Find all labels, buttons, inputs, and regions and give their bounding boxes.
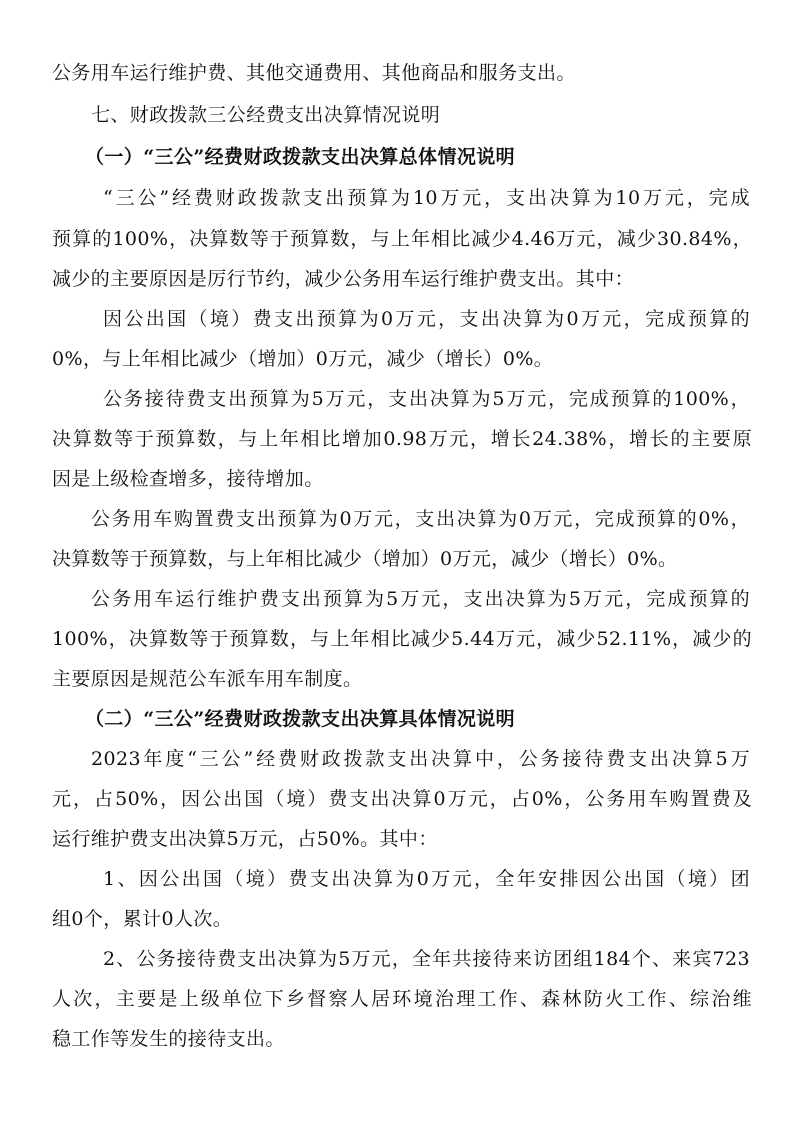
paragraph-line: “三公”经费财政拨款支出预算为10万元，支出决算为10万元，完成 — [103, 187, 750, 209]
paragraph-line: 2023年度“三公”经费财政拨款支出决算中，公务接待费支出决算5万 — [91, 748, 750, 770]
paragraph-line: 稳工作等发生的接待支出。 — [52, 1028, 285, 1050]
paragraph-line: 因公出国（境）费支出预算为0万元，支出决算为0万元，完成预算的 — [103, 308, 750, 330]
paragraph-line: 公务用车购置费支出预算为0万元，支出决算为0万元，完成预算的0%， — [91, 508, 750, 530]
paragraph-line: 减少的主要原因是厉行节约，减少公务用车运行维护费支出。其中： — [52, 268, 635, 290]
paragraph-line: 1、因公出国（境）费支出决算为0万元，全年安排因公出国（境）团 — [103, 868, 750, 890]
section-heading: 七、财政拨款三公经费支出决算情况说明 — [91, 104, 441, 126]
paragraph-line: 组0个，累计0人次。 — [52, 908, 233, 930]
paragraph-line: 公务用车运行维护费支出预算为5万元，支出决算为5万元，完成预算的 — [91, 588, 750, 610]
paragraph-line: 决算数等于预算数，与上年相比增加0.98万元，增长24.38%，增长的主要原 — [52, 428, 752, 450]
paragraph-line: 公务用车运行维护费、其他交通费用、其他商品和服务支出。 — [52, 62, 576, 84]
paragraph-line: 决算数等于预算数，与上年相比减少（增加）0万元，减少（增长）0%。 — [52, 548, 678, 570]
paragraph-line: 人次，主要是上级单位下乡督察人居环境治理工作、森林防火工作、综治维 — [52, 988, 752, 1010]
paragraph-line: 0%，与上年相比减少（增加）0万元，减少（增长）0%。 — [52, 348, 554, 370]
paragraph-line: 2、公务接待费支出决算为5万元，全年共接待来访团组184个、来宾723 — [103, 948, 750, 970]
subsection-heading: （二）“三公”经费财政拨款支出决算具体情况说明 — [85, 708, 516, 730]
paragraph-line: 预算的100%，决算数等于预算数，与上年相比减少4.46万元，减少30.84%， — [52, 228, 752, 250]
paragraph-line: 主要原因是规范公车派车用车制度。 — [52, 668, 363, 690]
paragraph-line: 公务接待费支出预算为5万元，支出决算为5万元，完成预算的100%， — [103, 388, 750, 410]
paragraph-line: 元，占50%，因公出国（境）费支出决算0万元，占0%，公务用车购置费及 — [52, 788, 752, 810]
subsection-heading: （一）“三公”经费财政拨款支出决算总体情况说明 — [85, 146, 516, 168]
paragraph-line: 100%，决算数等于预算数，与上年相比减少5.44万元，减少52.11%，减少的 — [52, 628, 752, 650]
paragraph-line: 因是上级检查增多，接待增加。 — [52, 468, 324, 490]
paragraph-line: 运行维护费支出决算5万元，占50%。其中： — [52, 828, 438, 850]
